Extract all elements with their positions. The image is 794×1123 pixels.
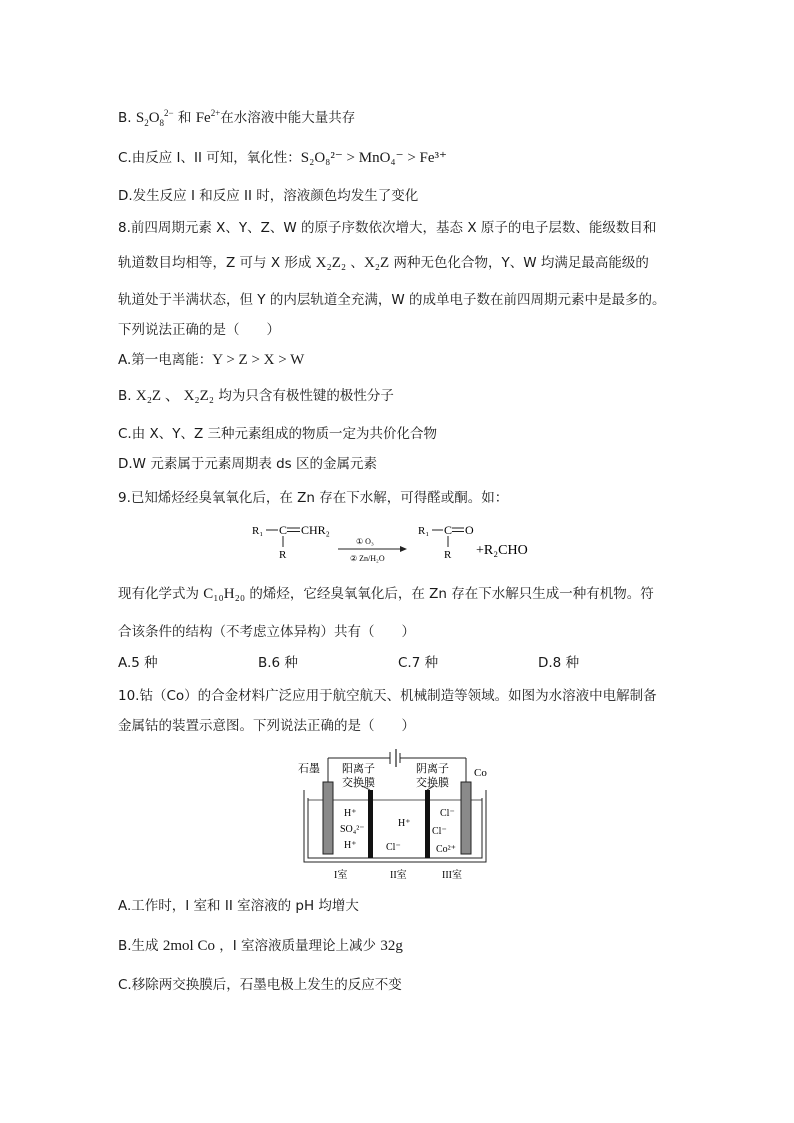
q9-stem-line3: 合该条件的结构（不考虑立体异构）共有（ ）: [118, 624, 415, 640]
q7-option-c: C.由反应 I、II 可知，氧化性：S₂O₈²⁻ > MnO₄⁻ > Fe³⁺: [118, 150, 447, 166]
q7-option-b: B. $S_2O_8^{2-}$ 和 $Fe^{2+}$在水溶液中能大量共存: [118, 108, 356, 128]
q9-option-b: B.6 种: [258, 655, 298, 671]
co-electrode: [461, 782, 471, 854]
scheme-condition-1: ① O₃: [356, 537, 374, 546]
scheme-condition-2: ② Zn/H₂O: [350, 554, 385, 563]
electrolysis-diagram: [290, 746, 500, 884]
graphite-label: 石墨: [298, 763, 320, 775]
ozonolysis-scheme: [250, 516, 550, 570]
q8-option-c: C.由 X、Y、Z 三种元素组成的物质一定为共价化合物: [118, 426, 438, 442]
q10-stem-line2: 金属钴的装置示意图。下列说法正确的是（ ）: [118, 718, 415, 734]
q10-stem-line1: 10.钴（Co）的合金材料广泛应用于航空航天、机械制造等领域。如图为水溶液中电解制备: [118, 688, 657, 704]
q9-stem-line1: 9.已知烯烃经臭氧氧化后，在 Zn 存在下水解，可得醛或酮。如：: [118, 490, 509, 506]
room3-ion-2: Cl⁻: [432, 826, 447, 837]
room3-ion-3: Co²⁺: [436, 844, 456, 855]
room1-label: I室: [334, 870, 348, 881]
q8-option-d: D.W 元素属于元素周期表 ds 区的金属元素: [118, 456, 378, 472]
cation-exchange-membrane: [368, 790, 373, 858]
room1-ion-3: H⁺: [344, 840, 357, 851]
q10-option-b: B.生成 2mol Co ，I 室溶液质量理论上减少 32g: [118, 938, 403, 954]
product-c: C: [444, 523, 453, 537]
room2-label: II室: [390, 870, 407, 881]
q8-option-b: B. X₂Z 、 X₂Z₂ 均为只含有极性键的极性分子: [118, 388, 394, 404]
scheme-r: R: [279, 549, 287, 561]
room3-label: III室: [442, 870, 462, 881]
q7-option-d: D.发生反应 I 和反应 II 时，溶液颜色均发生了变化: [118, 188, 419, 204]
scheme-c: C: [279, 523, 288, 537]
anion-exchange-membrane: [425, 790, 430, 858]
q9-stem-line2: 现有化学式为 C₁₀H₂₀ 的烯烃，它经臭氧氧化后，在 Zn 存在下水解只生成一种有机物。符: [118, 586, 654, 602]
co-electrode-label: Co: [474, 767, 487, 779]
graphite-electrode: [323, 782, 333, 854]
q10-option-c: C.移除两交换膜后，石墨电极上发生的反应不变: [118, 977, 402, 993]
q8-stem-line4: 下列说法正确的是（ ）: [118, 322, 280, 338]
q8-stem-line1: 8.前四周期元素 X、Y、Z、W 的原子序数依次增大，基态 X 原子的电子层数、能级数目和: [118, 220, 657, 236]
scheme-chr2: CHR₂: [301, 523, 330, 537]
room2-ion-1: H⁺: [398, 818, 411, 829]
product-r1: R₁: [418, 525, 430, 537]
q9-option-a: A.5 种: [118, 655, 158, 671]
q9-option-c: C.7 种: [398, 655, 439, 671]
q8-stem-line2: 轨道数目均相等，Z 可与 X 形成 X₂Z₂ 、X₂Z 两种无色化合物，Y、W 均满足最高能级的: [118, 255, 649, 271]
room3-ion-1: Cl⁻: [440, 808, 455, 819]
scheme-r1: R₁: [252, 525, 264, 537]
anion-membrane-label-2: 交换膜: [416, 777, 449, 789]
q9-option-d: D.8 种: [538, 655, 580, 671]
cation-membrane-label-1: 阳离子: [342, 763, 375, 775]
q10-option-a: A.工作时，I 室和 II 室溶液的 pH 均增大: [118, 898, 359, 914]
q8-stem-line3: 轨道处于半满状态，但 Y 的内层轨道全充满，W 的成单电子数在前四周期元素中是最多的。: [118, 292, 666, 308]
room1-ion-2: SO₄²⁻: [340, 824, 365, 835]
room2-ion-2: Cl⁻: [386, 842, 401, 853]
q8-option-a: A.第一电离能：Y > Z > X > W: [118, 352, 305, 368]
product-o: O: [465, 523, 474, 537]
product-r: R: [444, 549, 452, 561]
product-r2cho: +R₂CHO: [476, 543, 528, 558]
anion-membrane-label-1: 阴离子: [416, 763, 449, 775]
room1-ion-1: H⁺: [344, 808, 357, 819]
cation-membrane-label-2: 交换膜: [342, 777, 375, 789]
